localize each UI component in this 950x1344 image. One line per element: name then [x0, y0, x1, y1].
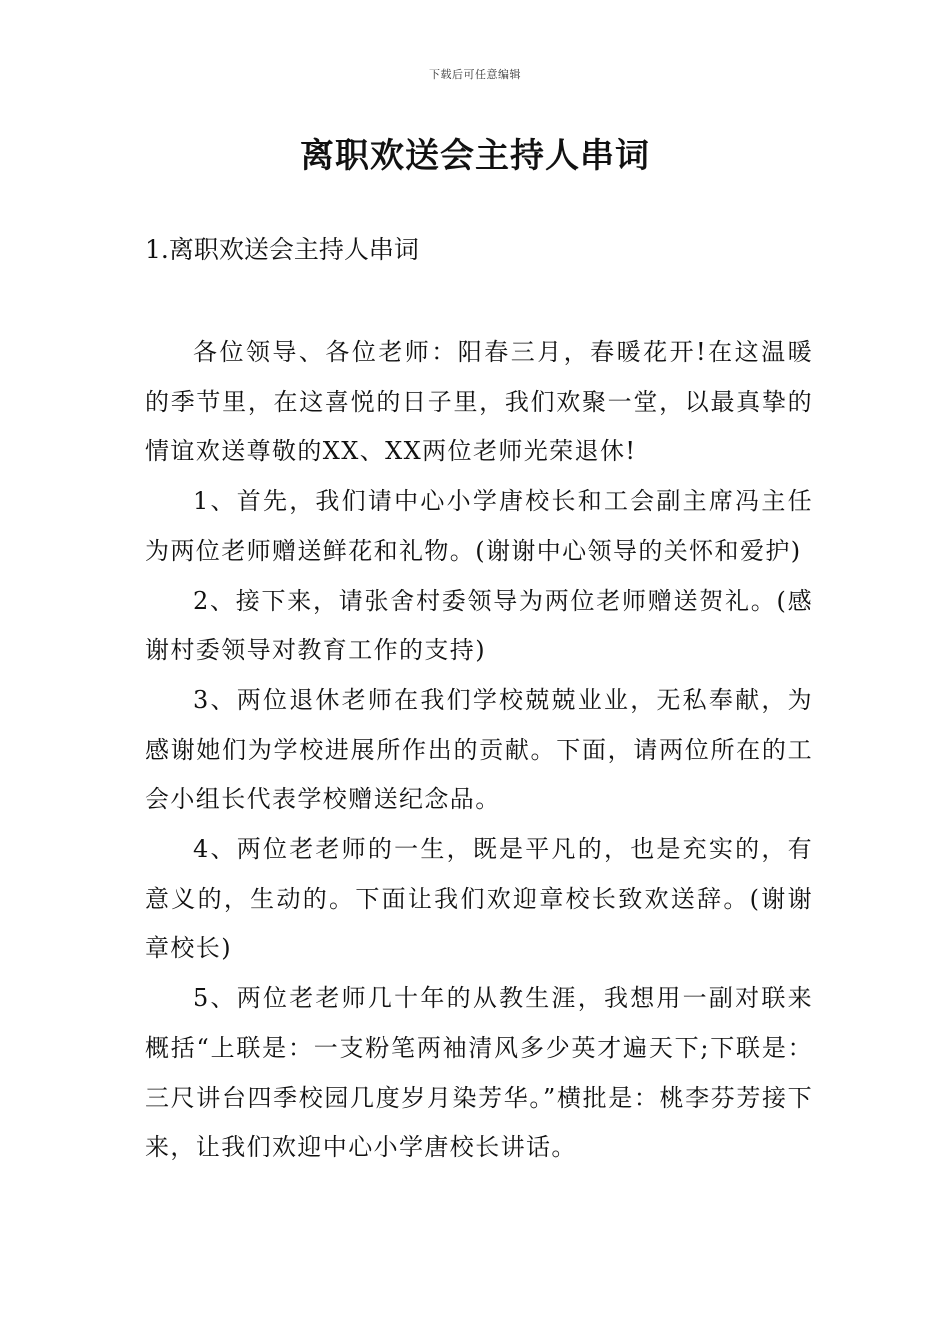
- section-heading: 1.离职欢送会主持人串词: [145, 235, 419, 264]
- header-note: 下载后可任意编辑: [429, 68, 521, 81]
- paragraph-greeting: 各位领导、各位老师：阳春三月，春暖花开!在这温暖的季节里，在这喜悦的日子里，我们欢聚一堂，以最真挚的情谊欢送尊敬的XX、XX两位老师光荣退休!: [145, 338, 813, 466]
- document-title: 离职欢送会主持人串词: [300, 136, 650, 176]
- paragraph-item-4: 4、两位老老师的一生，既是平凡的，也是充实的，有意义的，生动的。下面让我们欢迎章校长致欢送辞。(谢谢章校长): [145, 835, 813, 963]
- paragraph-item-3: 3、两位退休老师在我们学校兢兢业业，无私奉献，为感谢她们为学校进展所作出的贡献。下面，请两位所在的工会小组长代表学校赠送纪念品。: [145, 685, 813, 814]
- paragraph-item-5: 5、两位老老师几十年的从教生涯，我想用一副对联来概括“上联是：一支粉笔两袖清风多少英才遍天下;下联是：三尺讲台四季校园几度岁月染芳华。”横批是：桃李芬芳接下来，让我们欢迎中心小学唐校长讲话。: [145, 984, 813, 1162]
- paragraph-item-1: 1、首先，我们请中心小学唐校长和工会副主席冯主任为两位老师赠送鲜花和礼物。(谢谢中心领导的关怀和爱护): [145, 487, 813, 565]
- document-body: [145, 328, 813, 1173]
- paragraph-item-2: 2、接下来，请张舍村委领导为两位老师赠送贺礼。(感谢村委领导对教育工作的支持): [145, 586, 813, 665]
